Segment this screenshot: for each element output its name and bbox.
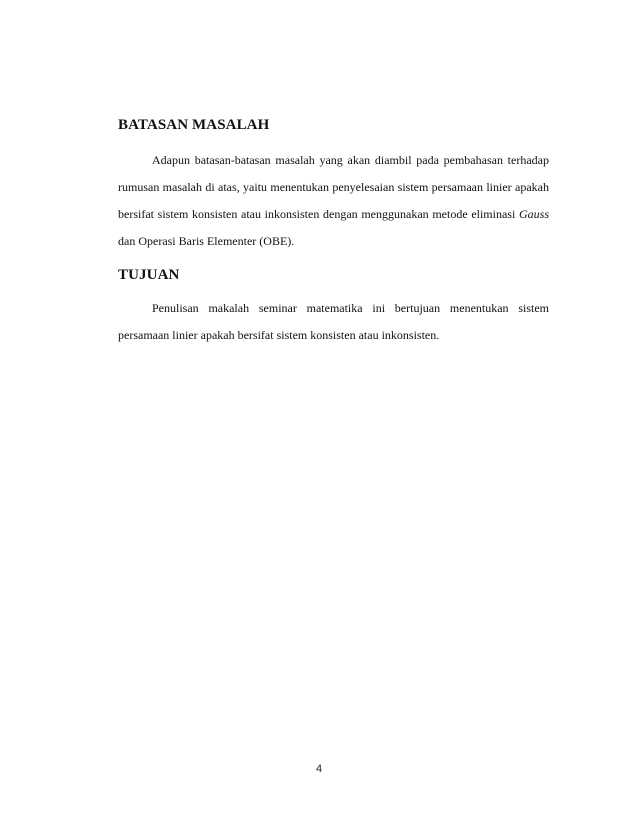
page-number: 4 <box>315 763 323 775</box>
page-content <box>118 115 549 349</box>
paragraph-tujuan: Penulisan makalah seminar matematika ini bertujuan menentukan sistem persamaan linier apakah bersifat sistem konsisten atau inkonsisten. <box>118 301 549 342</box>
section-heading-tujuan: TUJUAN <box>118 267 180 283</box>
italic-term-gauss: Gauss <box>518 207 549 221</box>
section-heading-batasan-masalah: BATASAN MASALAH <box>118 117 270 133</box>
paragraph-batasan-masalah <box>118 147 549 255</box>
paragraph-text: Adapun batasan-batasan masalah yang akan diambil pada pembahasan terhadap rumusan masalah di atas, yaitu menentukan penyelesaian sistem persamaan linier apakah bersifat sistem konsisten atau inkonsisten dengan menggunakan metode eliminasi <box>118 153 549 221</box>
paragraph-text-end: dan Operasi Baris Elementer (OBE). <box>118 234 295 248</box>
